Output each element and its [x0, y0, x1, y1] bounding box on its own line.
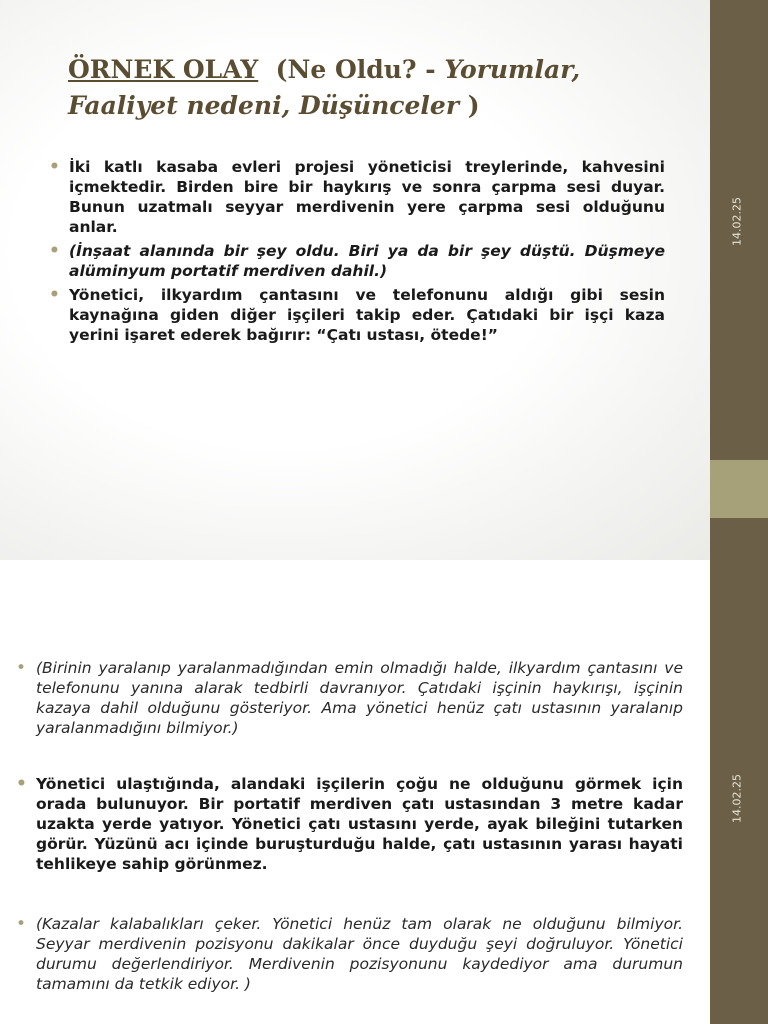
bullet-dot-icon: • [49, 241, 60, 261]
sidebar-accent-band [710, 460, 768, 518]
bullet-dot-icon: • [49, 157, 60, 177]
slide-2-date: 14.02.25 [730, 774, 744, 823]
bullet-text: İki katlı kasaba evleri projesi yöneticisi treylerinde, kahvesini içmektedir. Birden bire bir haykırış ve sonra çarpma sesi duyar. Bunun uzatmalı seyyar merdivenin yere çarpma sesi olduğunu anlar. [69, 158, 665, 236]
bullet-text: Yönetici, ilkyardım çantasını ve telefonunu aldığı gibi sesin kaynağına giden diğer işçileri takip eder. Çatıdaki bir işçi kaza yerini işaret ederek bağırır: “Çatı ustası, ötede!” [69, 286, 665, 344]
bullet-text: (İnşaat alanında bir şey oldu. Biri ya da bir şey düştü. Düşmeye alüminyum portatif merdiven dahil.) [69, 242, 665, 280]
title-plain: (Ne Oldu? - [275, 55, 436, 84]
title-italic: Yorumlar, Faaliyet nedeni, Düşünceler [68, 55, 581, 120]
bullet-text: (Kazalar kalabalıkları çeker. Yönetici henüz tam olarak ne olduğunu bilmiyor. Seyyar merdivenin pozisyonu dakikalar önce duyduğu şeyi doğruluyor. Yönetici durumu değerlendiriyor. Merdivenin pozisyonunu kaydediyor ama durumun tamamını da tetkik ediyor. ) [36, 915, 683, 993]
slide-title [68, 52, 688, 124]
bullet-text: (Birinin yaralanıp yaralanmadığından emin olmadığı halde, ilkyardım çantasını ve telefonunu yanına alarak tedbirli davranıyor. Çatıdaki işçinin haykırışı, işçinin kazaya dahil olduğunu gösteriyor. Ama yönetici henüz çatı ustasının yaralanıp yaralanmadığını bilmiyor.) [36, 659, 683, 737]
list-item [16, 914, 683, 994]
slide-1-date: 14.02.25 [730, 197, 744, 246]
slide-1-bullet-list [49, 157, 665, 349]
slide-2-bullet-list [16, 658, 683, 994]
list-item [49, 241, 665, 281]
list-item [49, 157, 665, 237]
bullet-dot-icon: • [49, 285, 60, 305]
title-close: ) [467, 91, 480, 120]
list-item [16, 774, 683, 874]
bullet-dot-icon: • [16, 774, 27, 794]
bullet-dot-icon: • [16, 914, 27, 934]
bullet-text: Yönetici ulaştığında, alandaki işçilerin çoğu ne olduğunu görmek için orada bulunuyor. Bir portatif merdiven çatı ustasından 3 metre kadar uzakta yerde yatıyor. Yönetici çatı ustasını yerde, ayak bileğini tutarken görür. Yüzünü acı içinde buruşturduğu halde, çatı ustasının yarası hayati tehlikeye sahip görünmez. [36, 775, 683, 873]
list-item [49, 285, 665, 345]
bullet-dot-icon: • [16, 658, 27, 678]
list-item [16, 658, 683, 738]
title-underlined: ÖRNEK OLAY [68, 55, 259, 84]
